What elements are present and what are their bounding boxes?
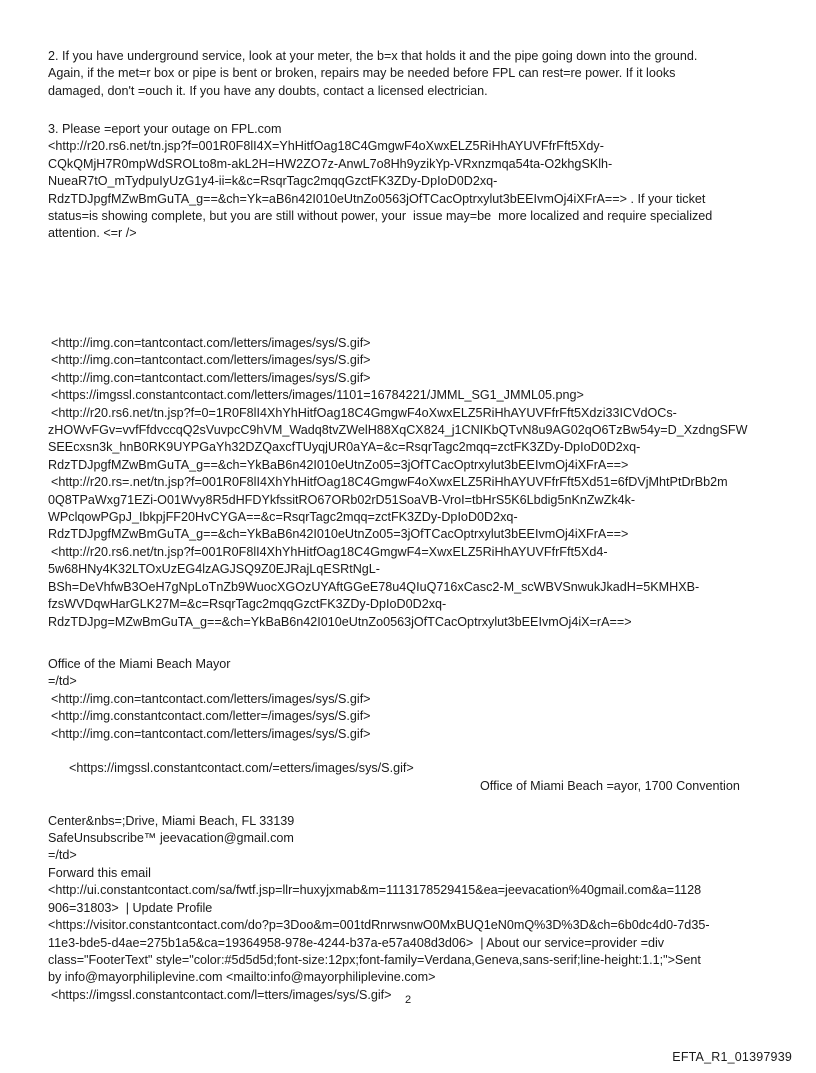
link-line[interactable]: <http://img.con=tantcontact.com/letters/images/sys/S.gif> <box>51 691 371 706</box>
link-line[interactable]: <https://imgssl.constantcontact.com/=etters/images/sys/S.gif> <box>69 761 414 776</box>
link-line[interactable]: RdzTDJpgfMZwBmGuTA_g==&ch=YkBaB6n42I010eUtnZo05=3jOfTCacOptrxylut3bEEIvmOj4iXFrA==> <box>48 457 629 472</box>
link-line[interactable]: <http://img.con=tantcontact.com/letters/images/sys/S.gif> <box>51 370 371 385</box>
page-number: 2 <box>404 994 412 1006</box>
link-line[interactable]: 11e3-bde5-d4ae=275b1a5&ca=19364958-978e-4244-b37a-e57a408d3d06> | About our service=provider =div <box>48 935 665 950</box>
office-title: Office of the Miami Beach Mayor <box>48 657 231 671</box>
image-links-block <box>48 335 770 631</box>
link-line[interactable]: <http://ui.constantcontact.com/sa/fwtf.jsp=llr=huxyjxmab&m=1113178529415&ea=jeevacation%40gmail.com&a=1128 <box>48 883 702 898</box>
link-line[interactable]: 0Q8TPaWxg71EZi-O01Wvy8R5dHFDYkfssitRO67ORb02rD51SoaVB-VroI=tbHrS5K6Lbdig5nKnZwZk4k- <box>48 492 636 507</box>
address-row <box>48 743 770 813</box>
link-line[interactable]: RdzTDJpg=MZwBmGuTA_g==&ch=YkBaB6n42I010eUtnZo0563jOfTCacOptrxylut3bEEIvmOj4iX=rA==> <box>48 614 632 629</box>
link-line[interactable]: <https://visitor.constantcontact.com/do?p=3Doo&m=001tdRnrwsnwO0MxBUQ1eN0mQ%3D%3D&ch=6b0dc4d0-7d35- <box>48 918 710 933</box>
office-address: Office of Miami Beach =ayor, 1700 Convention <box>480 778 740 793</box>
link-line[interactable]: RdzTDJpgfMZwBmGuTA_g==&ch=YkBaB6n42I010eUtnZo05=3jOfTCacOptrxylut3bEEIvmOj4iXFrA==> <box>48 527 629 542</box>
document-id: EFTA_R1_01397939 <box>672 1050 792 1064</box>
update-profile-link[interactable]: 906=31803> | Update Profile <box>48 900 213 915</box>
sender-line[interactable]: by info@mayorphiliplevine.com <mailto:info@mayorphiliplevine.com> <box>48 970 436 985</box>
link-line[interactable]: 5w68HNy4K32LTOxUzEG4lzAGJSQ9Z0EJRajLqESRtNgL- <box>48 562 380 577</box>
paragraph-underground-service <box>48 48 770 100</box>
text-line: attention. <=r /> <box>48 226 137 241</box>
link-line[interactable]: CQkQMjH7R0mpWdSROLto8m-akL2H=HW2ZO7z-AnwL7o8Hh9yzikYp-VRxnzmqa54ta-O2khgSKlh- <box>48 156 613 171</box>
text-line: class="FooterText" style="color:#5d5d5d;font-size:12px;font-family=Verdana,Geneva,sans-serif;line-height:1.1;">Sent <box>48 952 701 967</box>
link-line[interactable]: <http://img.con=tantcontact.com/letters/images/sys/S.gif> <box>51 353 371 368</box>
link-line[interactable]: zHOWvFGv=vvfFfdvccqQ2sVuvpcC9hVM_Wadq8tvZWelH88XqCX824_j1CNIKbQTvN8u9AG02qO6TzBw54y=D_XzdngSFW <box>48 423 748 438</box>
link-line[interactable]: <http://img.constantcontact.com/letter=/images/sys/S.gif> <box>51 709 371 724</box>
text-line: Again, if the met=r box or pipe is bent or broken, repairs may be needed before FPL can rest=re power. If it looks <box>48 66 676 81</box>
text-line: status=is showing complete, but you are still without power, your issue may=be more localized and require specialized <box>48 209 713 224</box>
link-line[interactable]: <https://imgssl.constantcontact.com/l=tters/images/sys/S.gif> <box>51 987 392 1002</box>
link-line[interactable]: fzsWVDqwHarGLK27M=&c=RsqrTagc2mqqGzctFK3ZDy-DpIoD0D2xq- <box>48 597 447 612</box>
link-line[interactable]: <http://r20.rs=.net/tn.jsp?f=001R0F8lI4XhYhHitfOag18C4GmgwF4oXwxELZ5RiHhAYUVFfrFft5Xd51=6fDVjMhtPtDrBb2m <box>51 475 728 490</box>
link-line[interactable]: <http://img.con=tantcontact.com/letters/images/sys/S.gif> <box>51 726 371 741</box>
email-footer-block <box>48 656 770 1004</box>
link-line[interactable]: NueaR7tO_mTydpuIyUzG1y4-ii=k&c=RsqrTagc2mqqGzctFK3ZDy-DpIoD0D2xq- <box>48 174 498 189</box>
link-line[interactable]: <http://r20.rs6.net/tn.jsp?f=001R0F8lI4X=YhHitfOag18C4GmgwF4oXwxELZ5RiHhAYUVFfrFft5Xdy- <box>48 139 604 154</box>
link-line[interactable]: RdzTDJpgfMZwBmGuTA_g==&ch=Yk=aB6n42I010eUtnZo0563jOfTCacOptrxylut3bEEIvmOj4iXFrA==> . If your ticket <box>48 191 706 206</box>
paragraph-report-outage <box>48 121 770 243</box>
forward-email-link[interactable]: Forward this email <box>48 865 151 880</box>
text-line: =/td> <box>48 674 77 689</box>
unsubscribe-link[interactable]: SafeUnsubscribe™ jeevacation@gmail.com <box>48 831 294 846</box>
link-line[interactable]: BSh=DeVhfwB3OeH7gNpLoTnZb9WuocXGOzUYAftGGeE78u4QIuQ716xCasc2-M_scWBVSnwukJkadH=5KMHXB- <box>48 579 700 594</box>
link-line[interactable]: <http://img.con=tantcontact.com/letters/images/sys/S.gif> <box>51 336 371 350</box>
text-line: 3. Please =eport your outage on FPL.com <box>48 122 282 136</box>
link-line[interactable]: WPclqowPGpJ_IbkpjFF20HvCYGA==&c=RsqrTagc2mqq=zctFK3ZDy-DpIoD0D2xq- <box>48 510 518 525</box>
link-line[interactable]: SEEcxsn3k_hnB0RK9UYPGaYh32DZQaxcfTUyqjUR0aYA=&c=RsqrTagc2mqq=zctFK3ZDy-DpIoD0D2xq- <box>48 440 641 455</box>
link-line[interactable]: <http://r20.rs6.net/tn.jsp?f=001R0F8lI4XhYhHitfOag18C4GmgwF4=XwxELZ5RiHhAYUVFfrFft5Xd4- <box>51 544 608 559</box>
text-line: =/td> <box>48 848 77 863</box>
text-line: damaged, don't =ouch it. If you have any doubts, contact a licensed electrician. <box>48 83 488 98</box>
link-line[interactable]: <https://imgssl.constantcontact.com/letters/images/1101=16784221/JMML_SG1_JMML05.png> <box>51 388 584 403</box>
link-line[interactable]: <http://r20.rs6.net/tn.jsp?f=0=1R0F8lI4XhYhHitfOag18C4GmgwF4oXwxELZ5RiHhAYUVFfrFft5Xdzi33ICVdOCs- <box>51 405 677 420</box>
text-line: 2. If you have underground service, look at your meter, the b=x that holds it and the pipe going down into the ground. <box>48 49 698 63</box>
text-line: Center&nbs=;Drive, Miami Beach, FL 33139 <box>48 813 295 828</box>
